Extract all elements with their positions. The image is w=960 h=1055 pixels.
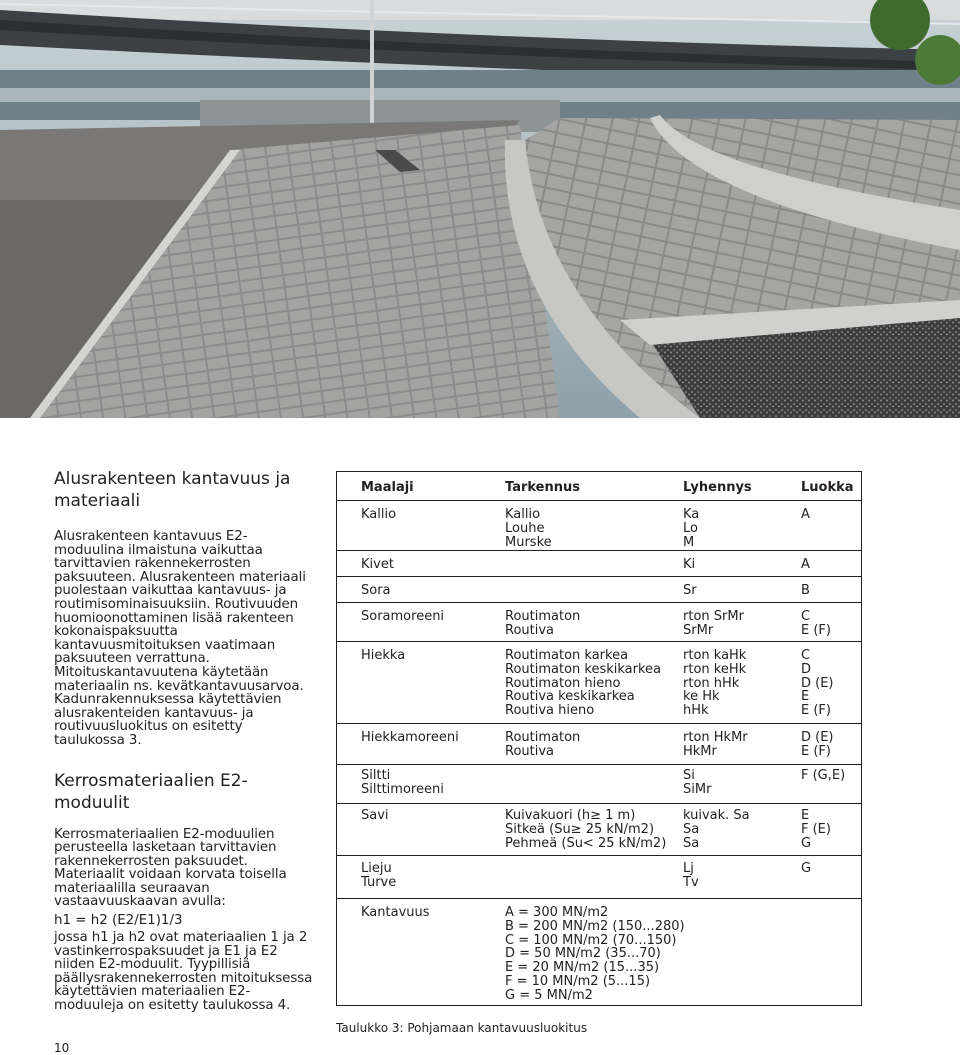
table-row — [337, 501, 861, 551]
cell-luokka: D (E) E (F) — [801, 730, 834, 759]
cell-lyhennys: rton SrMr SrMr — [683, 609, 744, 638]
header-luokka: Luokka — [801, 480, 854, 495]
cell-maalaji: Lieju Turve — [361, 861, 397, 890]
table-row — [337, 804, 861, 856]
cell-tarkennus: Kallio Louhe Murske — [505, 507, 552, 550]
paragraph-selitys: jossa h1 ja h2 ovat materiaalien 1 ja 2 vastinkerrospaksuudet ja E1 ja E2 niiden E2-moduulit. Tyypillisiä päällysrakennekerrosten mitoituksessa käytettävien materiaalien E2-moduuleja on esitetty taulukossa 4. — [54, 930, 313, 1014]
header-lyhennys: Lyhennys — [683, 480, 752, 495]
cell-maalaji: Sora — [361, 583, 391, 598]
cell-maalaji: Kallio — [361, 507, 397, 522]
cell-luokka: C E (F) — [801, 609, 831, 638]
cell-lyhennys: kuivak. Sa Sa Sa — [683, 808, 750, 851]
header-tarkennus: Tarkennus — [505, 480, 580, 495]
cell-maalaji: Kivet — [361, 557, 394, 572]
table-header — [337, 472, 861, 501]
heading-e2-moduulit: Kerrosmateriaalien E2-moduulit — [54, 770, 248, 813]
table-row — [337, 577, 861, 603]
cell-maalaji: Soramoreeni — [361, 609, 445, 624]
cell-luokka: A — [801, 557, 810, 572]
cell-maalaji: Hiekka — [361, 648, 406, 663]
cell-luokka: C D D (E) E E (F) — [801, 648, 834, 719]
cell-tarkennus: A = 300 MN/m2 B = 200 MN/m2 (150...280) C = 100 MN/m2 (70...150) D = 50 MN/m2 (35...70) E = 20 MN/m2 (15...35) F = 10 MN/m2 (5...15) G = 5 MN/m2 — [505, 905, 685, 1003]
table-row — [337, 856, 861, 899]
header-maalaji: Maalaji — [361, 480, 414, 495]
table-row — [337, 724, 861, 765]
cell-luokka: B — [801, 583, 810, 598]
table-row — [337, 765, 861, 804]
cell-lyhennys: rton HkMr HkMr — [683, 730, 748, 759]
cell-tarkennus: Routimaton Routiva — [505, 609, 581, 638]
cell-maalaji: Hiekkamoreeni — [361, 730, 459, 745]
cell-lyhennys: Lj Tv — [683, 861, 699, 890]
page-number: 10 — [54, 1041, 70, 1055]
cell-luokka: E F (E) G — [801, 808, 831, 851]
cell-maalaji: Kantavuus — [361, 905, 430, 920]
cell-tarkennus: Routimaton karkea Routimaton keskikarkea Routimaton hieno Routiva keskikarkea Routiva hieno — [505, 648, 662, 719]
paragraph-alusrakenne: Alusrakenteen kantavuus E2-moduulina ilmaistuna vaikuttaa tarvittavien rakennekerrosten paksuuteen. Alusrakenteen materiaali puolestaan vaikuttaa kantavuus- ja routimisominaisuuksiin. Routivuuden huomioonottaminen lisää rakenteen kokonaispaksuutta kantavuusmitoituksen vaatimaan paksuuteen verrattuna. Mitoituskantavuutena käytetään materiaalin ns. kevätkantavuusarvoa. Kadunrakennuksessa käytettävien alusrakenteiden kantavuus- ja routivuusluokitus on esitetty taulukossa 3. — [54, 529, 306, 748]
table-caption: Taulukko 3: Pohjamaan kantavuusluokitus — [336, 1021, 588, 1035]
cell-lyhennys: rton kaHk rton keHk rton hHk ke Hk hHk — [683, 648, 747, 719]
cell-tarkennus: Kuivakuori (h≥ 1 m) Sitkeä (Su≥ 25 kN/m2) Pehmeä (Su< 25 kN/m2) — [505, 808, 667, 851]
table-row — [337, 642, 861, 724]
cell-luokka: A — [801, 507, 810, 522]
cell-lyhennys: Sr — [683, 583, 697, 598]
cell-lyhennys: Ki — [683, 557, 696, 572]
street-photo — [0, 0, 960, 418]
heading-kantavuus: Alusrakenteen kantavuus ja materiaali — [54, 469, 291, 511]
table-row — [337, 603, 861, 642]
cell-maalaji: Savi — [361, 808, 389, 823]
classification-table — [336, 471, 862, 1006]
paving-photo-icon — [0, 0, 960, 418]
formula: h1 = h2 (E2/E1)1/3 — [54, 913, 183, 929]
paragraph-kerrosmateriaalit: Kerrosmateriaalien E2-moduulien perusteella lasketaan tarvittavien rakennekerrosten paksuudet. Materiaalit voidaan korvata toisella materiaalilla seuraavan vastaavuuskaavan avulla: — [54, 826, 287, 910]
cell-luokka: G — [801, 861, 812, 876]
cell-maalaji: Siltti Silttimoreeni — [361, 768, 444, 797]
table-row — [337, 551, 861, 577]
table-row — [337, 899, 861, 1005]
cell-luokka: F (G,E) — [801, 768, 846, 783]
cell-lyhennys: Ka Lo M — [683, 507, 700, 550]
left-column — [54, 468, 314, 1013]
cell-lyhennys: Si SiMr — [683, 768, 712, 797]
cell-tarkennus: Routimaton Routiva — [505, 730, 581, 759]
